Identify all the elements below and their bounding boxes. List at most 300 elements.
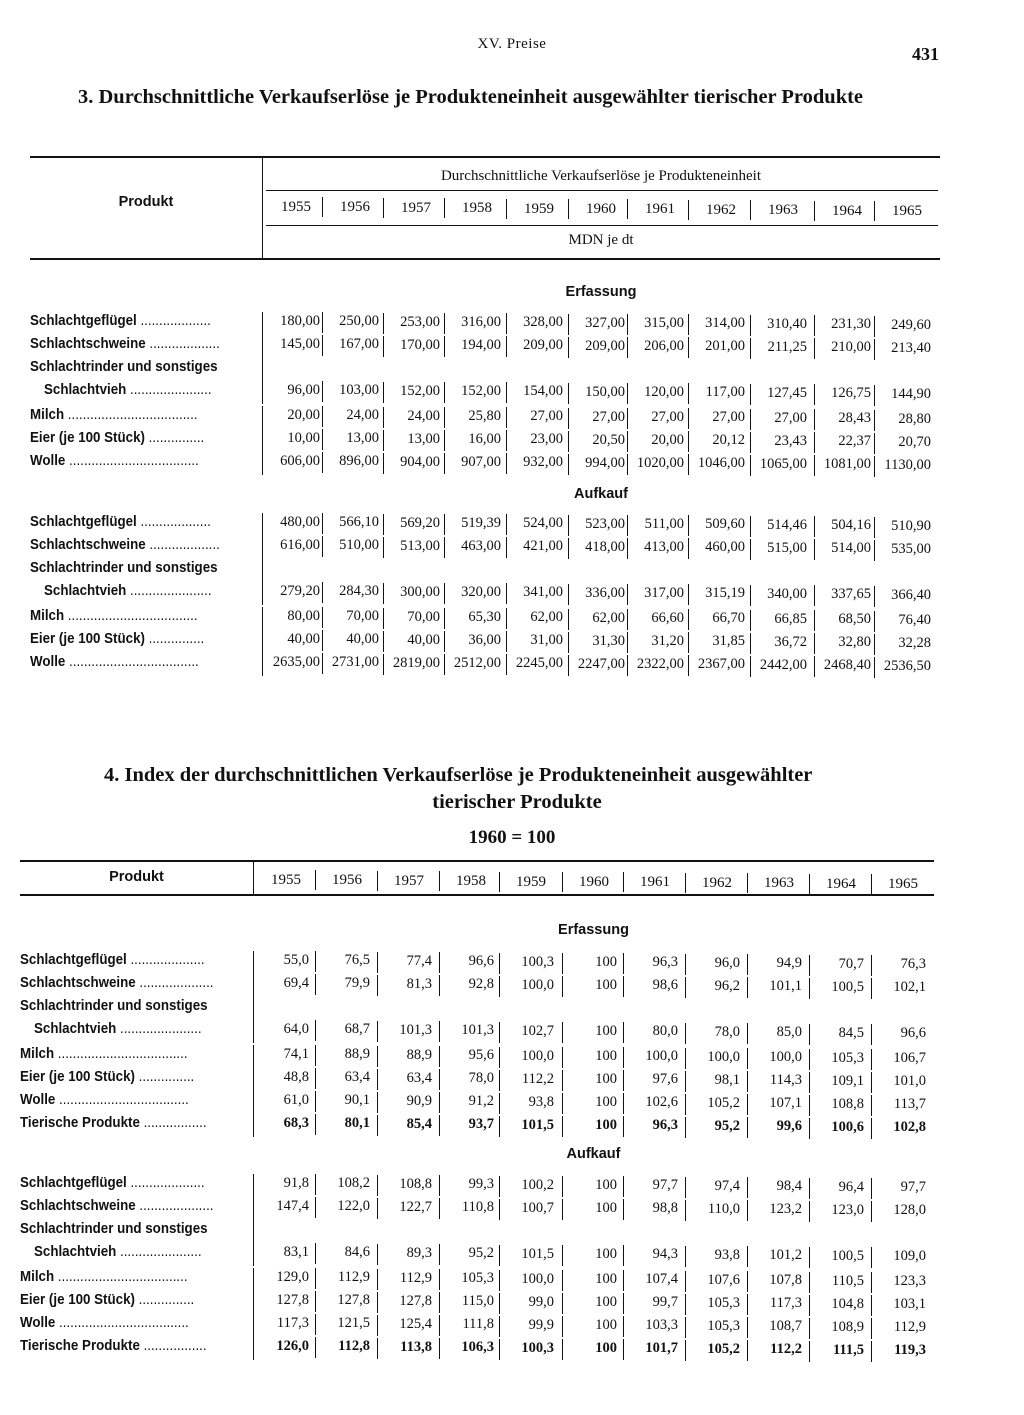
col-divider — [747, 1177, 748, 1198]
col-divider — [562, 976, 563, 997]
year-divider — [506, 199, 507, 219]
col-divider — [688, 431, 689, 452]
data-cell: 90,1 — [344, 1092, 370, 1109]
col-divider — [444, 537, 445, 558]
year-divider — [562, 872, 563, 892]
col-divider — [627, 408, 628, 429]
col-divider — [809, 1272, 810, 1293]
col-divider — [383, 382, 384, 403]
row-label — [44, 583, 212, 599]
data-cell: 85,0 — [776, 1024, 802, 1041]
col-divider — [322, 312, 323, 333]
stub-divider — [262, 429, 263, 452]
col-divider — [444, 453, 445, 474]
data-cell: 40,00 — [346, 631, 379, 648]
data-cell: 79,9 — [344, 975, 370, 992]
data-cell: 80,00 — [287, 608, 320, 624]
data-cell: 100 — [595, 1048, 617, 1064]
data-cell: 460,00 — [705, 539, 745, 556]
data-cell: 510,00 — [339, 537, 379, 554]
col-divider — [750, 633, 751, 654]
col-divider — [685, 1177, 686, 1198]
data-cell: 27,00 — [530, 408, 563, 425]
year-header: 1962 — [706, 201, 736, 218]
col-divider — [568, 408, 569, 429]
data-cell: 100,3 — [521, 1339, 554, 1356]
leader-dots: ................................... — [55, 1092, 189, 1108]
data-cell: 515,00 — [767, 539, 807, 556]
col-divider — [439, 1315, 440, 1336]
data-cell: 107,6 — [707, 1271, 740, 1288]
spanner-header: Durchschnittliche Verkaufserlöse je Produkteneinheit — [440, 168, 762, 184]
stub-divider — [262, 406, 263, 429]
col-divider — [506, 430, 507, 451]
col-divider — [322, 607, 323, 628]
data-cell: 904,00 — [400, 453, 440, 470]
col-divider — [377, 1069, 378, 1090]
data-cell: 100 — [595, 954, 617, 970]
col-divider — [383, 631, 384, 652]
data-cell: 101,3 — [461, 1022, 494, 1039]
data-cell: 62,00 — [592, 609, 625, 626]
year-divider — [688, 200, 689, 220]
data-cell: 100,0 — [769, 1049, 802, 1066]
col-divider — [814, 656, 815, 677]
table4-title-line2: tierischer Produkte — [432, 791, 602, 813]
col-divider — [444, 608, 445, 629]
data-cell: 2731,00 — [331, 654, 379, 671]
col-divider — [562, 1047, 563, 1068]
col-divider — [871, 1295, 872, 1316]
data-cell: 84,6 — [344, 1244, 370, 1261]
data-cell: 100,0 — [645, 1048, 678, 1065]
data-cell: 101,5 — [521, 1116, 554, 1133]
col-divider — [439, 1292, 440, 1313]
data-cell: 129,0 — [276, 1269, 309, 1285]
data-cell: 40,00 — [287, 631, 320, 647]
data-cell: 97,7 — [900, 1179, 926, 1195]
row-label-text: Milch — [20, 1046, 55, 1062]
col-divider — [809, 1201, 810, 1222]
data-cell: 616,00 — [280, 537, 320, 553]
row-label — [20, 975, 214, 991]
row-label — [20, 1115, 207, 1131]
data-cell: 111,8 — [462, 1316, 494, 1333]
col-divider — [315, 1314, 316, 1335]
data-cell: 100 — [595, 1294, 617, 1310]
col-divider — [809, 1072, 810, 1093]
stub-divider — [253, 1314, 254, 1337]
col-divider — [750, 432, 751, 453]
table4-title-line1: 4. Index der durchschnittlichen Verkaufserlöse je Produkteneinheit ausgewählter — [104, 764, 813, 786]
data-cell: 20,70 — [898, 433, 931, 450]
col-divider — [562, 1293, 563, 1314]
leader-dots: ...................... — [126, 583, 212, 599]
col-divider — [383, 537, 384, 558]
year-header: 1955 — [271, 872, 301, 888]
col-divider — [750, 610, 751, 631]
year-header: 1965 — [888, 876, 918, 892]
row-label — [30, 560, 218, 576]
year-divider — [322, 197, 323, 217]
data-cell: 32,28 — [898, 634, 931, 651]
data-cell: 108,2 — [337, 1175, 370, 1192]
col-divider — [747, 1246, 748, 1267]
data-cell: 100,0 — [521, 1270, 554, 1287]
col-divider — [383, 430, 384, 451]
data-cell: 125,4 — [399, 1315, 432, 1332]
col-divider — [322, 653, 323, 674]
stub-divider — [253, 1174, 254, 1197]
col-divider — [627, 337, 628, 358]
data-cell: 100 — [595, 977, 617, 993]
col-divider — [747, 1200, 748, 1221]
col-divider — [623, 1293, 624, 1314]
data-cell: 128,0 — [893, 1202, 926, 1218]
col-divider — [627, 454, 628, 475]
data-cell: 105,2 — [707, 1340, 740, 1357]
data-cell: 102,7 — [521, 1022, 554, 1039]
data-cell: 108,8 — [399, 1175, 432, 1192]
col-divider — [809, 1118, 810, 1139]
col-divider — [506, 453, 507, 474]
data-cell: 96,6 — [468, 953, 494, 970]
col-divider — [439, 1092, 440, 1113]
leader-dots: ................................... — [65, 654, 199, 670]
col-divider — [315, 1243, 316, 1264]
col-divider — [871, 1024, 872, 1045]
section-heading: Aufkauf — [574, 486, 628, 502]
col-divider — [809, 1049, 810, 1070]
col-divider — [747, 1340, 748, 1361]
year-divider — [871, 874, 872, 894]
col-divider — [809, 978, 810, 999]
col-divider — [623, 953, 624, 974]
col-divider — [809, 955, 810, 976]
data-cell: 2819,00 — [392, 654, 440, 671]
data-cell: 31,20 — [651, 633, 684, 650]
leader-dots: ............... — [134, 1069, 195, 1085]
data-cell: 105,3 — [707, 1294, 740, 1311]
col-divider — [747, 954, 748, 975]
row-label-text: Schlachtgeflügel — [30, 313, 137, 329]
data-cell: 606,00 — [280, 453, 320, 469]
col-divider — [499, 1270, 500, 1291]
leader-dots: ...................... — [126, 382, 212, 398]
col-divider — [499, 1022, 500, 1043]
col-divider — [506, 336, 507, 357]
data-cell: 100 — [595, 1246, 617, 1262]
year-divider — [383, 198, 384, 218]
data-cell: 336,00 — [585, 584, 625, 601]
col-divider — [383, 407, 384, 428]
col-divider — [747, 1048, 748, 1069]
data-cell: 112,2 — [521, 1070, 554, 1087]
col-divider — [383, 654, 384, 675]
data-cell: 1065,00 — [759, 455, 807, 472]
col-divider — [315, 1114, 316, 1135]
data-cell: 97,7 — [652, 1177, 678, 1194]
col-divider — [814, 516, 815, 537]
row-label-text: Schlachtrinder und sonstiges — [20, 998, 208, 1014]
data-cell: 99,0 — [528, 1293, 554, 1310]
row-label — [30, 430, 204, 446]
col-divider — [506, 313, 507, 334]
data-cell: 109,0 — [893, 1248, 926, 1264]
data-cell: 105,3 — [707, 1317, 740, 1334]
col-divider — [688, 383, 689, 404]
col-divider — [315, 951, 316, 972]
data-cell: 104,8 — [831, 1295, 864, 1312]
stub-divider — [253, 1197, 254, 1220]
col-divider — [499, 1116, 500, 1137]
col-divider — [322, 452, 323, 473]
col-divider — [627, 431, 628, 452]
data-cell: 120,00 — [644, 384, 684, 401]
data-cell: 513,00 — [400, 537, 440, 554]
header-stub-divider — [253, 860, 254, 894]
col-divider — [688, 408, 689, 429]
row-label-text: Schlachtvieh — [34, 1021, 117, 1037]
col-divider — [814, 315, 815, 336]
data-cell: 36,72 — [774, 633, 807, 650]
col-divider — [809, 1341, 810, 1362]
stub-divider — [262, 630, 263, 653]
data-cell: 413,00 — [644, 539, 684, 556]
data-cell: 69,4 — [283, 975, 309, 991]
col-divider — [444, 336, 445, 357]
leader-dots: ................. — [139, 1115, 207, 1131]
row-label — [30, 654, 199, 670]
row-label — [44, 382, 212, 398]
col-divider — [747, 1094, 748, 1115]
data-cell: 95,6 — [468, 1047, 494, 1064]
col-divider — [874, 540, 875, 561]
row-label — [30, 359, 218, 375]
row-label-text: Schlachtgeflügel — [30, 514, 137, 530]
col-divider — [747, 1023, 748, 1044]
data-cell: 341,00 — [523, 584, 563, 601]
leader-dots: ................... — [145, 537, 220, 553]
data-cell: 95,2 — [714, 1117, 740, 1134]
col-divider — [750, 409, 751, 430]
col-divider — [568, 515, 569, 536]
unit-header: MDN je dt — [568, 232, 634, 248]
year-header: 1958 — [462, 200, 492, 217]
data-cell: 100 — [595, 1177, 617, 1193]
data-cell: 93,8 — [528, 1093, 554, 1110]
col-divider — [562, 1270, 563, 1291]
year-header: 1963 — [768, 202, 798, 219]
data-cell: 101,2 — [769, 1247, 802, 1264]
col-divider — [568, 632, 569, 653]
col-divider — [874, 657, 875, 678]
data-cell: 994,00 — [585, 454, 625, 471]
col-divider — [506, 407, 507, 428]
col-divider — [623, 1047, 624, 1068]
col-divider — [377, 1338, 378, 1359]
data-cell: 22,37 — [838, 433, 871, 450]
data-cell: 108,9 — [831, 1318, 864, 1335]
data-cell: 77,4 — [406, 952, 432, 969]
stub-divider — [253, 1045, 254, 1068]
year-divider — [377, 871, 378, 891]
col-divider — [627, 515, 628, 536]
data-cell: 101,3 — [399, 1021, 432, 1038]
row-label — [34, 1244, 202, 1260]
row-label-text: Schlachtvieh — [34, 1244, 117, 1260]
data-cell: 27,00 — [651, 409, 684, 426]
row-label-text: Tierische Produkte — [20, 1338, 140, 1354]
col-divider — [809, 1095, 810, 1116]
data-cell: 89,3 — [406, 1244, 432, 1261]
data-cell: 209,00 — [585, 337, 625, 354]
data-cell: 103,1 — [893, 1296, 926, 1312]
data-cell: 112,2 — [770, 1341, 802, 1358]
col-divider — [444, 313, 445, 334]
data-cell: 316,00 — [461, 314, 501, 331]
data-cell: 327,00 — [585, 314, 625, 331]
year-header: 1959 — [516, 873, 546, 890]
data-cell: 115,0 — [461, 1293, 494, 1310]
data-cell: 127,8 — [399, 1292, 432, 1309]
data-cell: 24,00 — [407, 407, 440, 424]
col-divider — [814, 455, 815, 476]
col-divider — [315, 1291, 316, 1312]
col-divider — [685, 1094, 686, 1115]
data-cell: 105,3 — [831, 1049, 864, 1066]
col-divider — [874, 611, 875, 632]
stub-divider — [253, 1268, 254, 1291]
data-cell: 96,4 — [838, 1178, 864, 1195]
col-divider — [322, 406, 323, 427]
row-label-text: Schlachtschweine — [20, 975, 136, 991]
col-divider — [315, 1337, 316, 1358]
data-cell: 102,8 — [893, 1119, 926, 1135]
stub-divider — [253, 974, 254, 997]
page-number: 431 — [912, 44, 939, 64]
data-cell: 96,6 — [900, 1025, 926, 1041]
col-divider — [383, 514, 384, 535]
col-divider — [562, 1339, 563, 1360]
col-divider — [383, 453, 384, 474]
leader-dots: ............... — [144, 631, 205, 647]
data-cell: 210,00 — [831, 339, 871, 356]
data-cell: 10,00 — [287, 430, 320, 446]
col-divider — [874, 456, 875, 477]
leader-dots: ................................... — [54, 1046, 188, 1062]
data-cell: 127,8 — [276, 1292, 309, 1308]
col-divider — [747, 1294, 748, 1315]
data-cell: 320,00 — [461, 584, 501, 601]
data-cell: 535,00 — [891, 540, 931, 557]
col-divider — [439, 975, 440, 996]
col-divider — [562, 1070, 563, 1091]
data-cell: 78,0 — [468, 1070, 494, 1087]
col-divider — [814, 384, 815, 405]
col-divider — [688, 515, 689, 536]
leader-dots: ................................... — [65, 453, 199, 469]
data-cell: 99,9 — [528, 1316, 554, 1333]
data-cell: 100,2 — [521, 1176, 554, 1193]
data-cell: 62,00 — [530, 609, 563, 626]
data-cell: 80,0 — [652, 1023, 678, 1040]
col-divider — [747, 977, 748, 998]
data-cell: 112,9 — [337, 1269, 370, 1286]
data-cell: 310,40 — [767, 315, 807, 332]
row-label-text: Schlachtschweine — [20, 1198, 136, 1214]
data-cell: 101,1 — [769, 978, 802, 995]
col-divider — [506, 631, 507, 652]
data-cell: 64,0 — [283, 1021, 309, 1037]
data-cell: 63,4 — [344, 1069, 370, 1086]
row-label-text: Schlachtrinder und sonstiges — [30, 560, 218, 576]
col-divider — [685, 1246, 686, 1267]
data-cell: 315,00 — [644, 315, 684, 332]
data-cell: 107,1 — [769, 1095, 802, 1112]
data-cell: 27,00 — [592, 408, 625, 425]
data-cell: 569,20 — [400, 514, 440, 531]
year-header: 1964 — [832, 202, 862, 219]
stub-header: Produkt — [109, 869, 164, 885]
col-divider — [623, 1070, 624, 1091]
data-cell: 94,3 — [652, 1246, 678, 1263]
year-header: 1960 — [579, 874, 609, 890]
col-divider — [499, 1245, 500, 1266]
leader-dots: .................... — [126, 1175, 205, 1191]
data-cell: 121,5 — [337, 1315, 370, 1332]
row-label-text: Eier (je 100 Stück) — [20, 1069, 135, 1085]
col-divider — [439, 1198, 440, 1219]
data-cell: 117,00 — [705, 384, 745, 401]
col-divider — [874, 586, 875, 607]
stub-divider — [253, 1291, 254, 1314]
data-cell: 98,4 — [776, 1178, 802, 1195]
data-cell: 126,0 — [276, 1338, 309, 1354]
leader-dots: ............... — [144, 430, 205, 446]
col-divider — [627, 632, 628, 653]
data-cell: 150,00 — [585, 383, 625, 400]
col-divider — [747, 1317, 748, 1338]
data-cell: 68,3 — [283, 1115, 309, 1131]
data-cell: 83,1 — [283, 1244, 309, 1260]
data-cell: 110,0 — [707, 1200, 740, 1217]
col-divider — [568, 538, 569, 559]
data-cell: 27,00 — [774, 409, 807, 426]
data-cell: 112,9 — [893, 1319, 926, 1335]
leader-dots: ................... — [136, 514, 211, 530]
data-cell: 99,3 — [468, 1176, 494, 1193]
year-header: 1960 — [586, 201, 616, 217]
spanner-rule — [266, 190, 938, 191]
leader-dots: ............... — [134, 1292, 195, 1308]
data-cell: 66,85 — [774, 610, 807, 627]
col-divider — [750, 585, 751, 606]
data-cell: 317,00 — [644, 585, 684, 602]
data-cell: 70,00 — [407, 608, 440, 625]
year-divider — [499, 872, 500, 892]
col-divider — [315, 1268, 316, 1289]
data-cell: 66,60 — [651, 610, 684, 627]
data-cell: 100 — [595, 1317, 617, 1333]
col-divider — [568, 655, 569, 676]
col-divider — [568, 454, 569, 475]
leader-dots: ................................... — [55, 1315, 189, 1331]
col-divider — [444, 407, 445, 428]
data-cell: 314,00 — [705, 315, 745, 332]
col-divider — [562, 1022, 563, 1043]
row-label-text: Schlachtvieh — [44, 382, 127, 398]
